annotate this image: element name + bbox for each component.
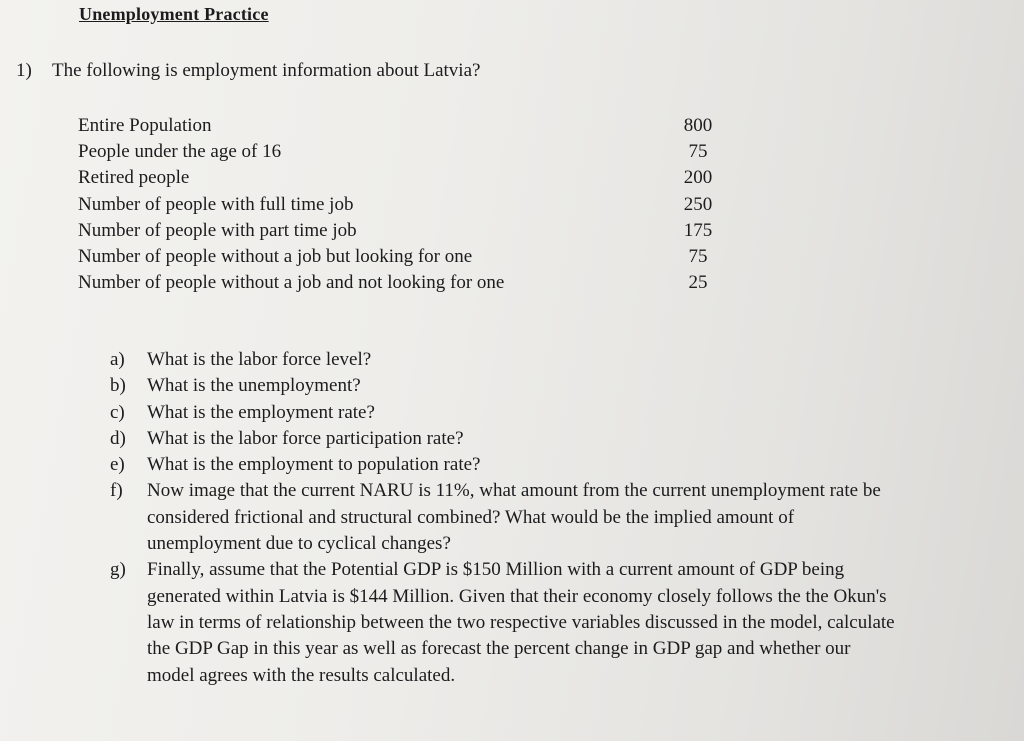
table-row <box>78 113 728 139</box>
row-value: 75 <box>688 141 708 163</box>
subquestion-list <box>110 347 900 689</box>
row-label: Number of people without a job but looking for one <box>78 245 473 267</box>
list-item <box>110 400 900 426</box>
subquestion-text: What is the labor force level? <box>147 349 372 370</box>
subquestion-letter: g) <box>110 559 126 581</box>
row-label: Number of people with full time job <box>78 193 354 215</box>
subquestion-text: Now image that the current NARU is 11%, what amount from the current unemployment rate be considered frictional and structural combined? What would be the implied amount of unemployment due to cyclical changes? <box>147 480 881 555</box>
row-label: Entire Population <box>78 115 212 136</box>
subquestion-letter: b) <box>110 375 126 397</box>
row-value: 175 <box>683 219 713 241</box>
list-item <box>110 373 900 399</box>
subquestion-text: What is the labor force participation rate? <box>147 427 464 449</box>
list-item <box>110 347 900 373</box>
table-row <box>78 192 728 218</box>
employment-data-table <box>78 113 728 296</box>
question-number: 1) <box>16 60 32 81</box>
subquestion-text: What is the unemployment? <box>147 375 361 397</box>
table-row <box>78 139 728 165</box>
row-label: People under the age of 16 <box>78 141 282 163</box>
document-title: Unemployment Practice <box>79 4 269 24</box>
subquestion-letter: c) <box>110 401 125 423</box>
subquestion-letter: a) <box>110 349 125 370</box>
row-value: 75 <box>688 245 708 267</box>
question-text: The following is employment information about Latvia? <box>52 60 481 81</box>
list-item <box>110 426 900 452</box>
table-row <box>78 270 728 296</box>
table-row <box>78 244 728 270</box>
subquestion-text: What is the employment to population rate? <box>147 454 481 476</box>
subquestion-text: What is the employment rate? <box>147 401 375 423</box>
list-item <box>110 478 900 557</box>
table-row <box>78 218 728 244</box>
row-value: 250 <box>683 193 713 215</box>
list-item <box>110 452 900 478</box>
table-row <box>78 165 728 191</box>
list-item <box>110 557 900 688</box>
row-label: Number of people without a job and not looking for one <box>78 272 505 294</box>
subquestion-letter: f) <box>110 480 123 502</box>
row-label: Number of people with part time job <box>78 219 357 241</box>
subquestion-text: Finally, assume that the Potential GDP is $150 Million with a current amount of GDP being generated within Latvia is $144 Million. Given that their economy closely follows the the Okun's law in terms of relationship between the two respective variables discussed in the model, calculate the GDP Gap in this year as well as forecast the percent change in GDP gap and whether our model agrees with the results calculated. <box>147 559 895 686</box>
row-value: 200 <box>683 167 713 189</box>
row-value: 800 <box>683 115 713 136</box>
row-value: 25 <box>688 272 708 294</box>
row-label: Retired people <box>78 167 190 189</box>
subquestion-letter: d) <box>110 427 126 449</box>
subquestion-letter: e) <box>110 454 125 476</box>
